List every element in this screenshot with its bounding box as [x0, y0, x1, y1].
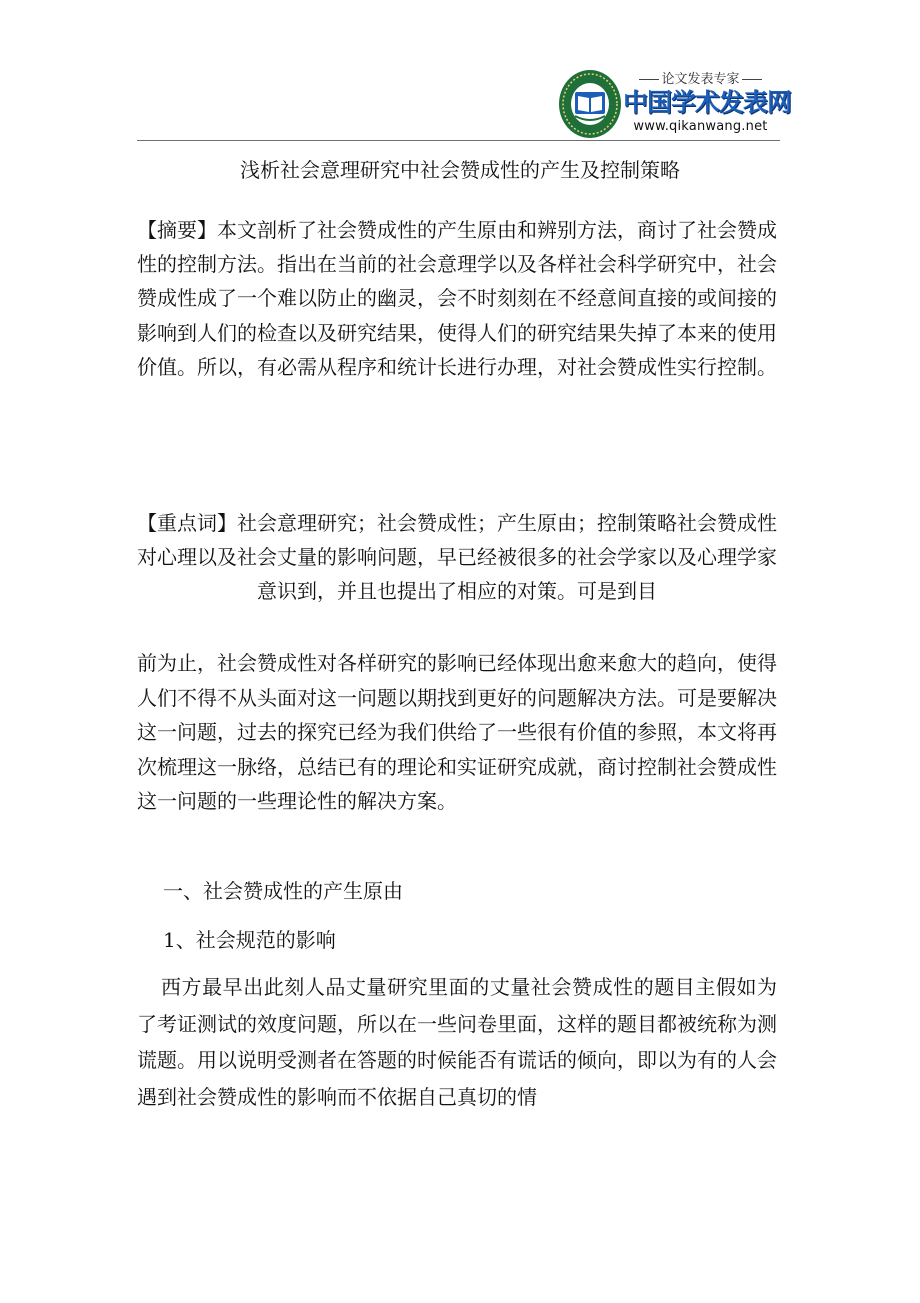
subsection-heading: 1、社会规范的影响	[163, 928, 336, 952]
section-paragraph: 西方最早出此刻人品丈量研究里面的丈量社会赞成性的题目主假如为了考证测试的效度问题，所以在一些问卷里面，这样的题目都被统称为测谎题。用以说明受测者在答题的时候能否有谎话的倾向，即以为有的人会遇到社会赞成性的影响而不依据自己真切的情	[137, 975, 777, 1109]
tagline-right-dash	[742, 79, 762, 80]
abstract-paragraph: 【摘要】本文剖析了社会赞成性的产生原由和辨别方法，商讨了社会赞成性的控制方法。指出在当前的社会意理学以及各样社会科学研究中，社会赞成性成了一个难以防止的幽灵，会不时刻刻在不经意间直接的或间接的影响到人们的检查以及研究结果，使得人们的研究结果失掉了本来的使用价值。所以，有必需从程序和统计长进行办理，对社会赞成性实行控制。	[137, 218, 777, 379]
logo-title: 中国学术发表网	[623, 88, 792, 117]
seal-emblem-icon	[557, 68, 623, 140]
logo-url: www.qikanwang.net	[633, 119, 768, 134]
logo-tagline	[623, 71, 778, 89]
header-divider	[137, 140, 780, 141]
tagline-left-dash	[639, 79, 659, 80]
site-logo	[557, 68, 792, 140]
keywords-paragraph: 【重点词】社会意理研究；社会赞成性；产生原由；控制策略社会赞成性对心理以及社会丈量的影响问题，早已经被很多的社会学家以及心理学家意识到，并且也提出了相应的对策。可是到目	[137, 511, 777, 603]
section-heading: 一、社会赞成性的产生原由	[163, 879, 403, 903]
intro-paragraph: 前为止，社会赞成性对各样研究的影响已经体现出愈来愈大的趋向，使得人们不得不从头面对这一问题以期找到更好的问题解决方法。可是要解决这一问题，过去的探究已经为我们供给了一些很有价值的参照，本文将再次梳理这一脉络，总结已有的理论和实证研究成就，商讨控制社会赞成性这一问题的一些理论性的解决方案。	[137, 651, 777, 813]
document-title: 浅析社会意理研究中社会赞成性的产生及控制策略	[240, 158, 680, 182]
logo-tagline-text: 论文发表专家	[661, 72, 740, 87]
